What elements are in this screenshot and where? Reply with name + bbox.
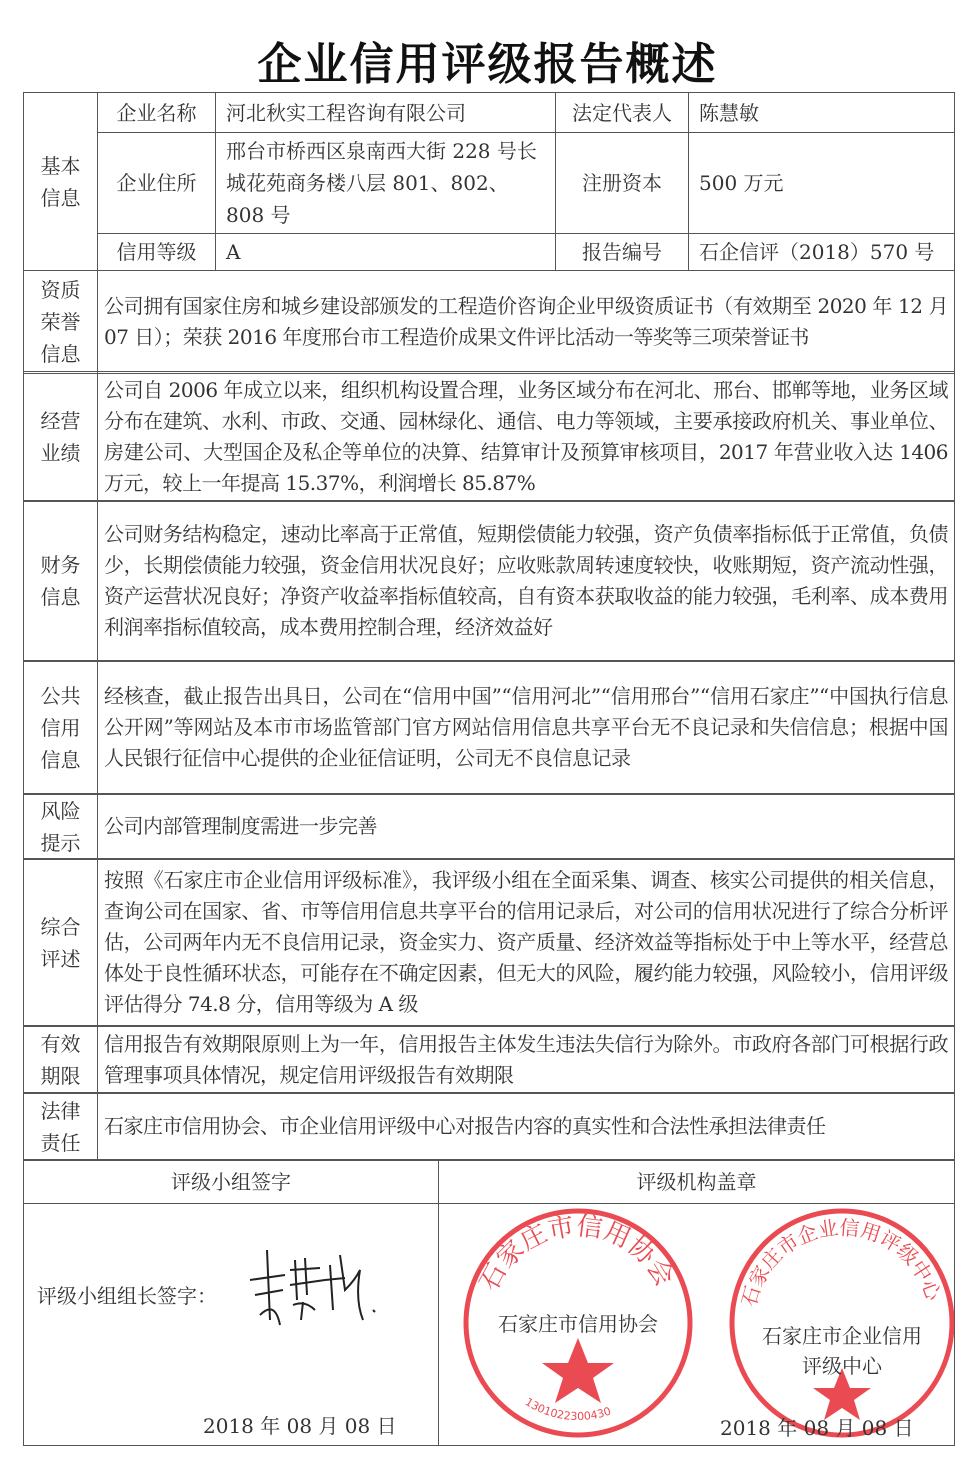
- public-credit-text: 经核查，截止报告出具日，公司在“信用中国”“信用河北”“信用邢台”“信用石家庄”“中国执行信息公开网”等网站及本市市场监管部门官方网站信用信息共享平台无不良记录和失信信息；根据中国人民银行征信中心提供的企业征信证明，公司无不良信息记录: [97, 660, 955, 795]
- page-title: 企业信用评级报告概述: [257, 39, 718, 90]
- risk-text: 公司内部管理制度需进一步完善: [97, 793, 955, 860]
- report-number-label: 报告编号: [555, 233, 689, 271]
- right-date: 2018 年 08 月 08 日: [720, 1416, 914, 1440]
- business-text: 公司自 2006 年成立以来，组织机构设置合理，业务区域分布在河北、邢台、邯郸等地，业务区域分布在建筑、水利、市政、交通、园林绿化、通信、电力等领域，主要承接政府机关、事业单位、房建公司、大型国企及私企等单位的决算、结算审计及预算审核项目，2017 年营业收入达 1406 万元，较上一年提高 15.37%，利润增长 85.87%: [97, 371, 955, 502]
- seal-arc-text: 石家庄市企业信用评级中心: [736, 1215, 946, 1310]
- star-icon: [542, 1338, 614, 1403]
- leader-signature-label: 评级小组组长签字：: [37, 1284, 217, 1308]
- summary-label: 综合 评述: [23, 858, 98, 1027]
- finance-label: 财务 信息: [23, 500, 98, 662]
- seal-header: 评级机构盖章: [438, 1159, 955, 1204]
- svg-text:石家庄市信用协会: [474, 1211, 679, 1296]
- credit-grade-value: A: [215, 233, 556, 271]
- address-label: 企业住所: [97, 132, 216, 234]
- capital-label: 注册资本: [555, 132, 689, 234]
- org1-name: 石家庄市信用协会: [498, 1312, 658, 1336]
- org2-name-line2: 评级中心: [802, 1354, 882, 1378]
- basic-info-label: 基本 信息: [23, 92, 98, 271]
- capital-value: 500 万元: [688, 132, 955, 234]
- legal-text: 石家庄市信用协会、市企业信用评级中心对报告内容的真实性和合法性承担法律责任: [97, 1092, 955, 1161]
- signature-header: 评级小组签字: [23, 1159, 439, 1204]
- company-name-label: 企业名称: [97, 92, 216, 133]
- finance-text: 公司财务结构稳定，速动比率高于正常值，短期偿债能力较强，资产负债率指标低于正常值，负债少，长期偿债能力较强，资金信用状况良好；应收账款周转速度较快，收账期短，资产流动性强，资产运营状况良好；净资产收益率指标值较高，自有资本获取收益的能力较强，毛利率、成本费用利润率指标值较高，成本费用控制合理，经济效益好: [97, 500, 955, 662]
- org2-name-line1: 石家庄市企业信用: [762, 1324, 922, 1348]
- business-label: 经营 业绩: [23, 371, 98, 502]
- validity-label: 有效 期限: [23, 1025, 98, 1094]
- legal-label: 法律 责任: [23, 1092, 98, 1161]
- credit-grade-label: 信用等级: [97, 233, 216, 271]
- public-credit-label: 公共 信用 信息: [23, 660, 98, 795]
- svg-text:石家庄市企业信用评级中心: [737, 1215, 947, 1309]
- company-name-value: 河北秋实工程咨询有限公司: [215, 92, 556, 133]
- qualification-text: 公司拥有国家住房和城乡建设部颁发的工程造价咨询企业甲级资质证书（有效期至 2020 年 12 月 07 日）；荣获 2016 年度邢台市工程造价成果文件评比活动一等奖等三项荣誉证书: [97, 270, 955, 374]
- left-date: 2018 年 08 月 08 日: [203, 1414, 397, 1438]
- legal-rep-label: 法定代表人: [555, 92, 689, 133]
- legal-rep-value: 陈慧敏: [688, 92, 955, 133]
- risk-label: 风险 提示: [23, 793, 98, 860]
- validity-text: 信用报告有效期限原则上为一年，信用报告主体发生违法失信行为除外。市政府各部门可根据行政管理事项具体情况，规定信用评级报告有效期限: [97, 1025, 955, 1094]
- summary-text: 按照《石家庄市企业信用评级标准》，我评级小组在全面采集、调查、核实公司提供的相关信息，查询公司在国家、省、市等信用信息共享平台的信用记录后，对公司的信用状况进行了综合分析评估，公司两年内无不良信用记录，资金实力、资产质量、经济效益等指标处于中上等水平，经营总体处于良性循环状态，可能存在不确定因素，但无大的风险，履约能力较强，风险较小，信用评级评估得分 74.8 分，信用等级为 A 级: [97, 858, 955, 1027]
- report-number-value: 石企信评（2018）570 号: [688, 233, 955, 271]
- handwritten-signature: [245, 1240, 385, 1330]
- seal-code: 1301022300430: [522, 1395, 613, 1424]
- seal-arc-text: 石家庄市信用协会: [474, 1211, 680, 1296]
- address-value: 邢台市桥西区泉南西大街 228 号长城花苑商务楼八层 801、802、808 号: [215, 132, 556, 234]
- qualification-label: 资质 荣誉 信息: [23, 270, 98, 374]
